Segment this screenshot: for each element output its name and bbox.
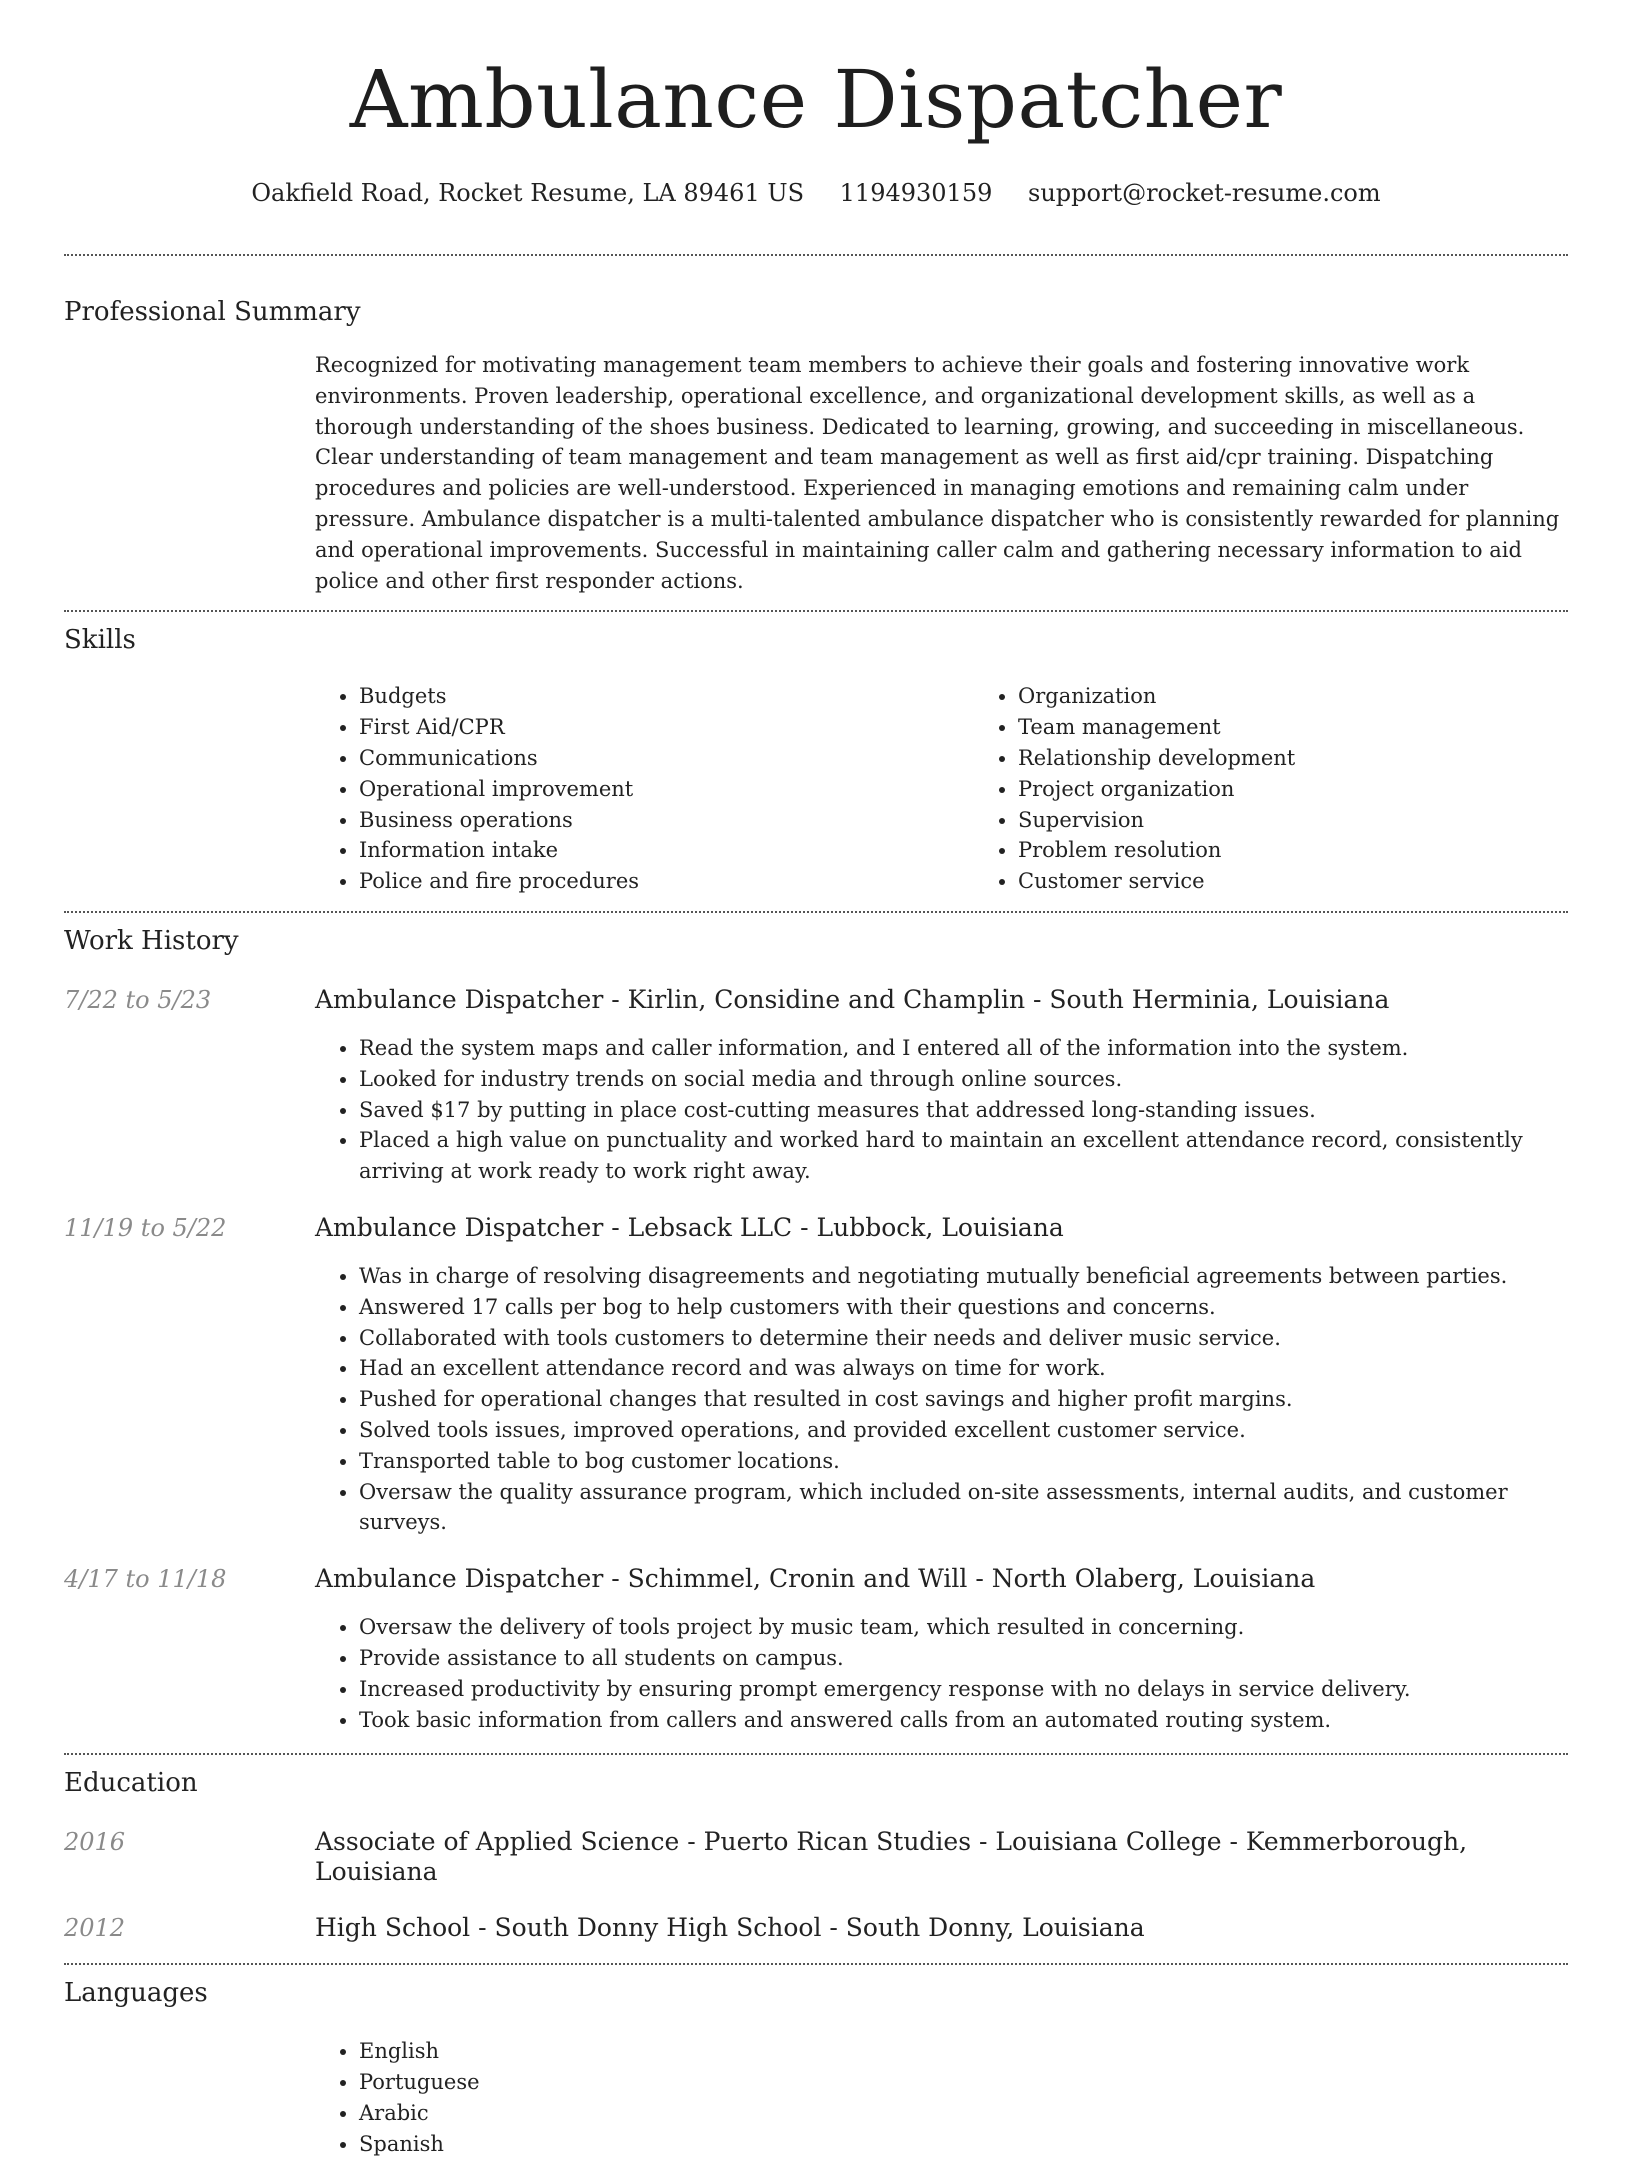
skill-item: • Operational improvement: [359, 774, 974, 805]
resume-page: [64, 0, 1568, 2159]
skills-heading: Skills: [64, 625, 136, 656]
language-item: • English: [359, 2036, 1568, 2067]
skills-list-right: [974, 681, 1632, 897]
job-bullet: • Transported table to bog customer locations.: [359, 1446, 1568, 1477]
job-bullet: • Placed a high value on punctuality and worked hard to maintain an excellent attendance record, consistently arriving at work ready to work right away.: [359, 1125, 1568, 1187]
skill-item: • Supervision: [1018, 805, 1632, 836]
job-bullets: [315, 1033, 1568, 1187]
contact-email: support@rocket-resume.com: [1028, 179, 1381, 207]
contact-line: [64, 178, 1568, 208]
languages-section: [64, 2036, 1568, 2159]
skill-item: • Team management: [1018, 712, 1632, 743]
job-bullet: • Had an excellent attendance record and was always on time for work.: [359, 1353, 1568, 1384]
job-bullet: • Looked for industry trends on social media and through online sources.: [359, 1064, 1568, 1095]
job-bullet: • Answered 17 calls per bog to help customers with their questions and concerns.: [359, 1292, 1568, 1323]
section-divider: [64, 254, 1568, 256]
education-year: 2016: [64, 1828, 126, 1857]
skill-item: • Problem resolution: [1018, 835, 1632, 866]
job-bullet: • Was in charge of resolving disagreements and negotiating mutually beneficial agreements between parties.: [359, 1261, 1568, 1292]
education-heading-line: Associate of Applied Science - Puerto Rican Studies - Louisiana College - Kemmerborough, Louisiana: [315, 1827, 1468, 1887]
job-bullet: • Read the system maps and caller information, and I entered all of the information into the system.: [359, 1033, 1568, 1064]
job-dates: 11/19 to 5/22: [64, 1213, 227, 1242]
language-item: • Portuguese: [359, 2067, 1568, 2098]
languages-heading: Languages: [64, 1978, 208, 2009]
job-entry: [64, 985, 1568, 1187]
job-heading: Ambulance Dispatcher - Kirlin, Considine and Champlin - South Herminia, Louisiana: [315, 984, 1390, 1014]
resume-name: Ambulance Dispatcher: [349, 53, 1283, 146]
job-entry: [64, 1213, 1568, 1538]
job-bullet: • Collaborated with tools customers to determine their needs and deliver music service.: [359, 1323, 1568, 1354]
summary-text: Recognized for motivating management team members to achieve their goals and fostering innovative work environments. Proven leadership, operational excellence, and organizational development skills, as well as a thorough understanding of the shoes business. Dedicated to learning, growing, and succeeding in miscellaneous. Clear understanding of team management and team management as well as first aid/cpr training. Dispatching procedures and policies are well-understood. Experienced in managing emotions and remaining calm under pressure. Ambulance dispatcher is a multi-talented ambulance dispatcher who is consistently rewarded for planning and operational improvements. Successful in maintaining caller calm and gathering necessary information to aid police and other first responder actions.: [315, 353, 1560, 593]
job-bullet: • Provide assistance to all students on campus.: [359, 1643, 1568, 1674]
education-year: 2012: [64, 1914, 126, 1943]
languages-list: [315, 2036, 1568, 2159]
skill-item: • Communications: [359, 743, 974, 774]
education-heading: Education: [64, 1768, 198, 1799]
job-bullet: • Solved tools issues, improved operations, and provided excellent customer service.: [359, 1415, 1568, 1446]
skills-list-left: [315, 681, 974, 897]
job-bullet: • Oversaw the quality assurance program, which included on-site assessments, internal audits, and customer surveys.: [359, 1477, 1568, 1539]
section-divider: [64, 610, 1568, 612]
job-heading: Ambulance Dispatcher - Schimmel, Cronin and Will - North Olaberg, Louisiana: [315, 1564, 1316, 1594]
work-history-heading: Work History: [64, 925, 239, 956]
skill-item: • Information intake: [359, 835, 974, 866]
contact-address: Oakfield Road, Rocket Resume, LA 89461 US: [251, 179, 805, 207]
contact-phone: 1194930159: [839, 179, 993, 207]
job-bullet: • Oversaw the delivery of tools project by music team, which resulted in concerning.: [359, 1612, 1568, 1643]
skill-item: • Business operations: [359, 805, 974, 836]
education-heading-line: High School - South Donny High School - South Donny, Louisiana: [315, 1913, 1145, 1943]
section-divider: [64, 911, 1568, 913]
job-bullets: [315, 1261, 1568, 1538]
summary-heading: Professional Summary: [64, 297, 361, 327]
section-divider: [64, 1963, 1568, 1965]
skill-item: • First Aid/CPR: [359, 712, 974, 743]
job-bullet: • Took basic information from callers and answered calls from an automated routing system.: [359, 1705, 1568, 1736]
job-dates: 7/22 to 5/23: [64, 985, 212, 1014]
skills-section: [64, 681, 1568, 897]
education-entry: [64, 1827, 1568, 1887]
skill-item: • Project organization: [1018, 774, 1632, 805]
language-item: • Arabic: [359, 2098, 1568, 2129]
job-bullet: • Saved $17 by putting in place cost-cutting measures that addressed long-standing issues.: [359, 1095, 1568, 1126]
job-dates: 4/17 to 11/18: [64, 1565, 227, 1594]
job-bullet: • Pushed for operational changes that resulted in cost savings and higher profit margins.: [359, 1384, 1568, 1415]
skill-item: • Organization: [1018, 681, 1632, 712]
job-bullets: [315, 1612, 1568, 1735]
job-heading: Ambulance Dispatcher - Lebsack LLC - Lubbock, Louisiana: [315, 1212, 1064, 1242]
job-entry: [64, 1564, 1568, 1735]
skill-item: • Customer service: [1018, 866, 1632, 897]
skill-item: • Budgets: [359, 681, 974, 712]
section-divider: [64, 1753, 1568, 1755]
language-item: • Spanish: [359, 2129, 1568, 2159]
education-entry: [64, 1913, 1568, 1943]
job-bullet: • Increased productivity by ensuring prompt emergency response with no delays in service delivery.: [359, 1674, 1568, 1705]
skill-item: • Relationship development: [1018, 743, 1632, 774]
summary-section: [64, 350, 1568, 596]
skill-item: • Police and fire procedures: [359, 866, 974, 897]
